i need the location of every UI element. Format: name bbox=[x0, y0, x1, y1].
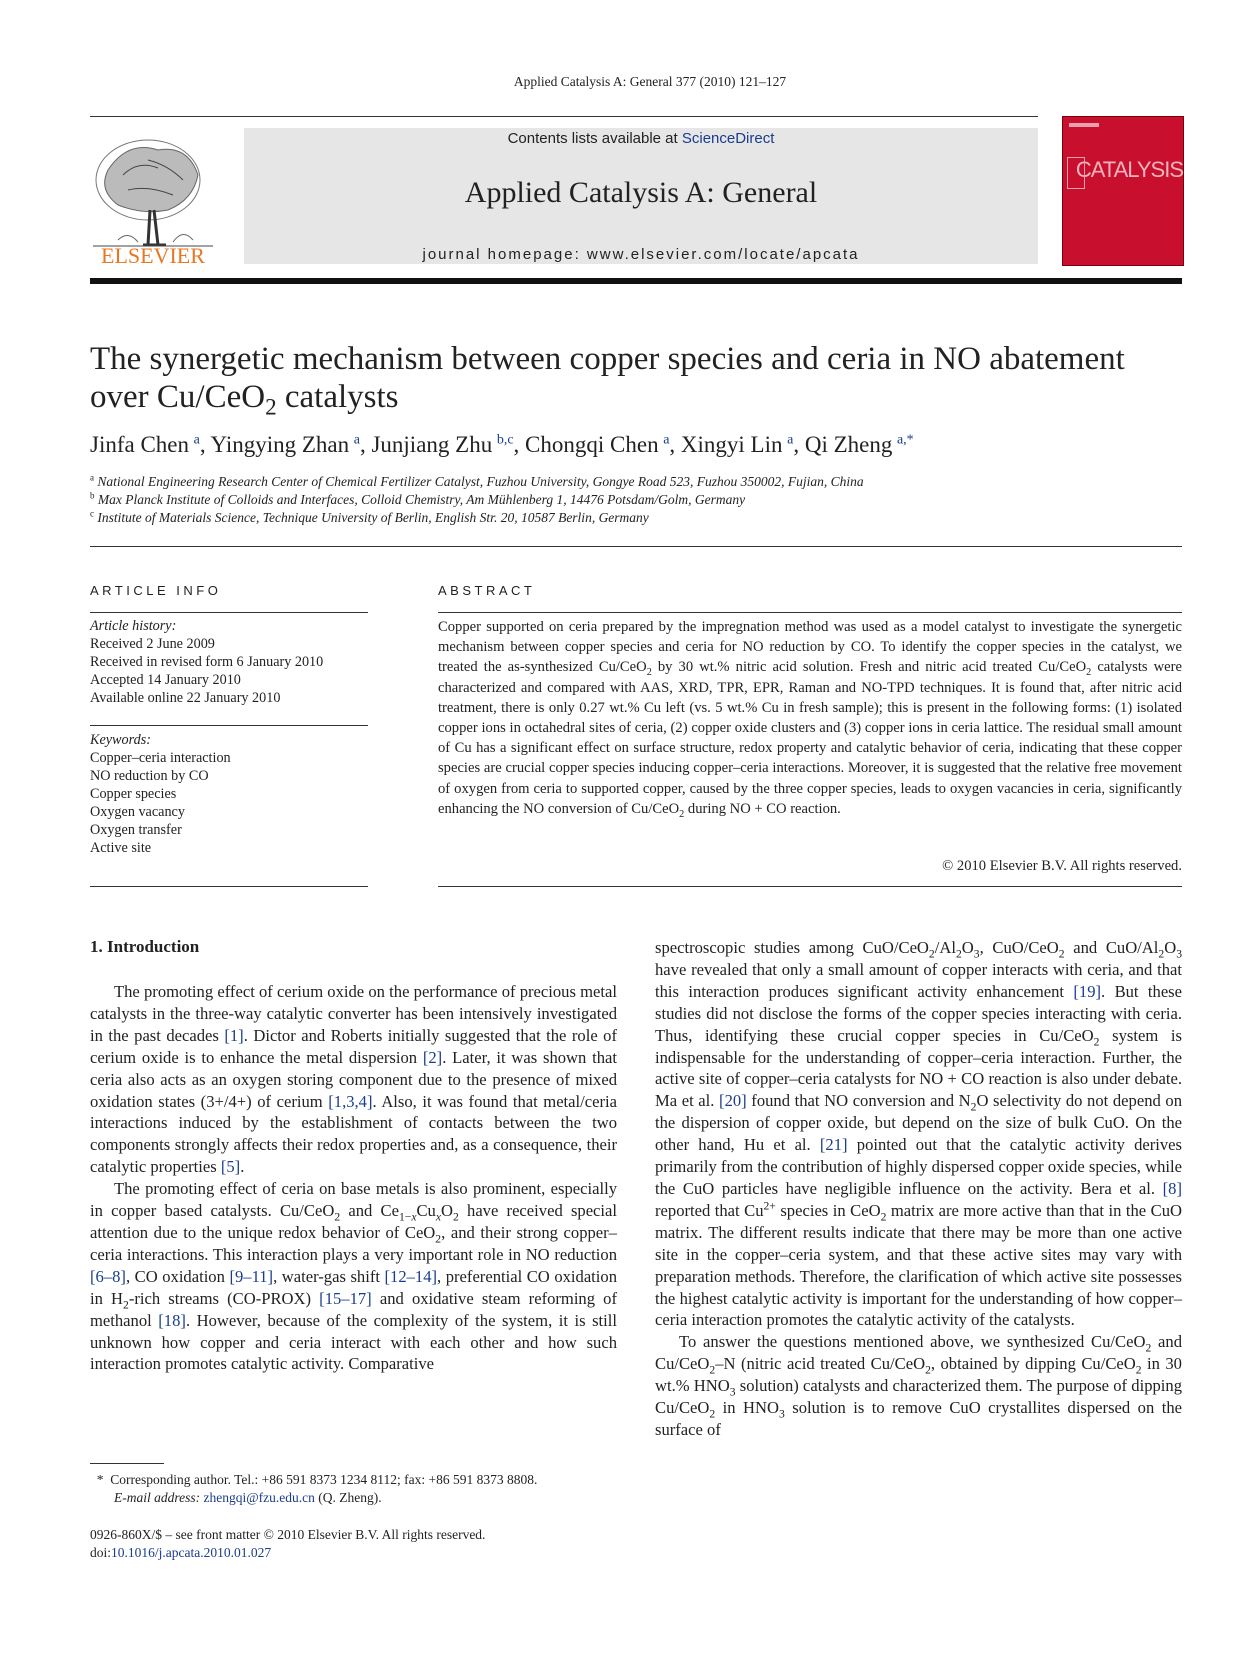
doi-line: doi:10.1016/j.apcata.2010.01.027 bbox=[90, 1545, 272, 1560]
citation-link[interactable]: [6–8] bbox=[90, 1266, 126, 1286]
author[interactable]: Junjiang Zhu $^{b,c}$, bbox=[371, 432, 526, 457]
citation-link[interactable]: [5] bbox=[220, 1157, 241, 1177]
footnote bbox=[90, 1471, 630, 1507]
running-head: Applied Catalysis A: General 377 (2010) 121–127 bbox=[513, 74, 787, 89]
affiliation: $^b$ Max Planck Institute of Colloids and Interfaces, Colloid Chemistry, Am Mühlenberg 1, 14476 Potsdam/Golm, Germany bbox=[90, 490, 746, 507]
citation-link[interactable]: [21] bbox=[819, 1135, 848, 1155]
elsevier-tree-icon bbox=[88, 130, 218, 265]
svg-text:ELSEVIER: ELSEVIER bbox=[101, 243, 205, 265]
corresponding-author-note: * Corresponding author. Tel.: +86 591 8373 1234 8112; fax: +86 591 8373 8808. bbox=[90, 1472, 538, 1487]
citation-link[interactable]: [19] bbox=[1073, 981, 1102, 1001]
keywords-label: Keywords: bbox=[90, 732, 151, 748]
author[interactable]: Chongqi Chen $^a$, bbox=[525, 432, 681, 457]
title-main: The synergetic mechanism between copper species and ceria in NO abatement over Cu/CeO bbox=[90, 341, 1125, 415]
citation-link[interactable]: [15–17] bbox=[319, 1288, 372, 1308]
cover-decoration bbox=[1067, 157, 1085, 189]
abstract-rule bbox=[438, 612, 1182, 613]
journal-banner bbox=[244, 128, 1038, 264]
cover-title: CATALYSIS bbox=[1075, 157, 1183, 182]
author-list bbox=[90, 432, 914, 458]
author[interactable]: Jinfa Chen $^a$, bbox=[90, 432, 211, 457]
citation-link[interactable]: [2] bbox=[422, 1047, 443, 1067]
author[interactable]: Qi Zheng $^{a,*}$ bbox=[804, 432, 914, 457]
article-info-heading: ARTICLE INFO bbox=[90, 583, 222, 598]
issn-line: 0926-860X/$ – see front matter © 2010 Elsevier B.V. All rights reserved. bbox=[90, 1527, 486, 1542]
title-subscript: 2 bbox=[265, 393, 277, 420]
contents-line bbox=[244, 130, 1038, 147]
cover-decoration bbox=[1069, 123, 1099, 127]
citation-link[interactable]: [20] bbox=[719, 1091, 747, 1111]
footnote-rule bbox=[90, 1463, 164, 1464]
sciencedirect-link[interactable]: ScienceDirect bbox=[681, 130, 775, 147]
body-column-right bbox=[655, 937, 1182, 1441]
journal-title: Applied Catalysis A: General bbox=[464, 176, 818, 209]
author[interactable]: Xingyi Lin $^a$, bbox=[680, 432, 805, 457]
abstract-rule bbox=[438, 886, 1182, 887]
paragraph: The promoting effect of ceria on base metals is also prominent, especially in copper based catalysts. Cu/CeO$_2$ and $Ce_{1-x}Cu_xO_2$ have received special attention due to the unique redox behavior of CeO$_2$, and their strong copper–ceria interactions. This interaction plays a very important role in NO reduction [6–8], CO oxidation [9–11], water-gas shift [12–14], preferential CO oxidation in $H_2$-rich streams (CO-PROX) [15–17] and oxidative steam reforming of methanol [18]. However, because of the complexity of the system, it is still unknown how copper and ceria interact with each other and how such interaction promotes catalytic activity. Comparative bbox=[90, 1179, 618, 1374]
keyword: NO reduction by CO bbox=[90, 768, 209, 784]
contents-prefix: Contents lists available at bbox=[507, 130, 682, 147]
history-item: Available online 22 January 2010 bbox=[90, 690, 281, 706]
affiliation: $^c$ Institute of Materials Science, Technique University of Berlin, English Str. 20, 10587 Berlin, Germany bbox=[90, 508, 649, 525]
journal-homepage-link[interactable]: journal homepage: www.elsevier.com/locate/apcata bbox=[422, 246, 860, 263]
author[interactable]: Yingying Zhan $^a$, bbox=[210, 432, 372, 457]
citation-link[interactable]: [18] bbox=[158, 1310, 186, 1330]
section-heading-introduction: 1. Introduction bbox=[90, 937, 200, 956]
email-link[interactable]: zhengqi@fzu.edu.cn bbox=[203, 1490, 315, 1505]
abstract-heading: ABSTRACT bbox=[438, 583, 536, 598]
citation-link[interactable]: [9–11] bbox=[229, 1266, 274, 1286]
email-note: E-mail address: zhengqi@fzu.edu.cn (Q. Zheng). bbox=[114, 1490, 382, 1505]
article-title bbox=[90, 340, 1182, 420]
affiliation: $^a$ National Engineering Research Center of Chemical Fertilizer Catalyst, Fuzhou University, Gongye Road 523, Fuzhou 350002, Fujian, China bbox=[90, 472, 864, 489]
history-item: Received 2 June 2009 bbox=[90, 636, 215, 652]
keyword: Oxygen transfer bbox=[90, 822, 182, 838]
citation-link[interactable]: [1,3,4] bbox=[328, 1091, 373, 1111]
paragraph: To answer the questions mentioned above, we synthesized Cu/CeO$_2$ and Cu/CeO$_2$–N (nitric acid treated Cu/CeO$_2$, obtained by dipping Cu/CeO$_2$ in 30 wt.% $HNO_3$ solution) catalysts and characterized them. The purpose of dipping Cu/CeO$_2$ in $HNO_3$ solution is to remove CuO crystallites dispersed on the surface of bbox=[655, 1332, 1183, 1439]
citation-link[interactable]: [1] bbox=[224, 1025, 244, 1045]
affiliation-rule bbox=[90, 546, 1182, 547]
top-rule bbox=[90, 116, 1038, 117]
elsevier-logo[interactable] bbox=[88, 130, 218, 265]
journal-cover-image[interactable] bbox=[1062, 116, 1184, 266]
body-column-left bbox=[90, 981, 617, 1375]
paragraph: The promoting effect of cerium oxide on the performance of precious metal catalysts in the three-way catalytic converter has been intensively investigated in the past decades [1]. Dictor and Roberts initially suggested that the role of cerium oxide is to enhance the metal dispersion [2]. Later, it was shown that ceria also acts as an oxygen storing component due to the presence of mixed oxidation states (3+/4+) of cerium [1,3,4]. Also, it was found that metal/ceria interactions induced by the establishment of contacts between the two components strongly affects their redox properties and, as a consequence, their catalytic properties [5]. bbox=[90, 982, 618, 1177]
keyword: Active site bbox=[90, 840, 152, 856]
info-rule bbox=[90, 725, 368, 726]
keyword: Oxygen vacancy bbox=[90, 804, 185, 820]
history-item: Accepted 14 January 2010 bbox=[90, 672, 241, 688]
keyword: Copper–ceria interaction bbox=[90, 750, 231, 766]
doi-link[interactable]: 10.1016/j.apcata.2010.01.027 bbox=[111, 1545, 272, 1560]
abstract-copyright: © 2010 Elsevier B.V. All rights reserved. bbox=[942, 858, 1182, 874]
keyword: Copper species bbox=[90, 786, 177, 802]
paragraph: spectroscopic studies among CuO/$CeO_2/Al_2O_3$, CuO/CeO$_2$ and CuO/$Al_2O_3$ have revealed that only a small amount of copper interacts with ceria, and that this interaction produces significant activity enhancement [19]. But these studies did not disclose the forms of the copper species interacting with ceria. Thus, identifying these crucial copper species in Cu/CeO$_2$ system is indispensable for the understanding of copper–ceria interaction. Further, the active site of copper–ceria catalysts for NO + CO reaction is also under debate. Ma et al. [20] found that NO conversion and $N_2O$ selectivity do not depend on the dispersion of copper oxide, but depend on the size of bulk CuO. On the other hand, Hu et al. [21] pointed out that the catalytic activity derives primarily from the contribution of highly dispersed copper oxide species, while the CuO particles have negligible influence on the activity. Bera et al. [8] reported that $Cu^{2+}$ species in CeO$_2$ matrix are more active than that in the CuO matrix. The different results indicate that there may be more than one active site in the copper–ceria system, and that these active sites may vary with preparation methods. Therefore, the clarification of which active site possesses the highest catalytic activity is important for the understanding of how copper–ceria interaction promotes the catalytic activity of the catalysts. bbox=[655, 938, 1183, 1330]
front-matter bbox=[90, 1526, 485, 1562]
citation-link[interactable]: [8] bbox=[1162, 1178, 1182, 1198]
history-item: Received in revised form 6 January 2010 bbox=[90, 654, 324, 670]
title-end: catalysts bbox=[276, 379, 399, 415]
info-rule bbox=[90, 886, 368, 887]
header-rule bbox=[90, 278, 1182, 284]
abstract-text: Copper supported on ceria prepared by the impregnation method was used as a model catalyst to investigate the synergetic mechanism between copper species and ceria for NO reduction by CO. To identify the copper species in the catalyst, we treated the as-synthesized Cu/CeO$_2$ by 30 wt.% nitric acid solution. Fresh and nitric acid treated Cu/CeO$_2$ catalysts were characterized and compared with AAS, XRD, TPR, EPR, Raman and NO-TPD techniques. It is found that, after nitric acid treatment, there is only 0.27 wt.% Cu left (vs. 5 wt.% Cu in fresh sample); this is present in the following forms: (1) isolated copper ions in octahedral sites of ceria, (2) copper oxide clusters and (3) copper ions in ceria lattice. The residual small amount of Cu has a significant effect on surface structure, redox property and catalytic behavior of ceria, indicating that these copper species are crucial copper species inducing copper–ceria interactions. Moreover, it is suggested that the relative free movement of oxygen from ceria to supported copper, caused by the three copper species, leads to oxygen vacancies in ceria, significantly enhancing the NO conversion of Cu/CeO$_2$ during NO + CO reaction. bbox=[438, 619, 1182, 820]
info-rule bbox=[90, 612, 368, 613]
history-label: Article history: bbox=[90, 618, 177, 634]
citation-link[interactable]: [12–14] bbox=[384, 1266, 438, 1286]
